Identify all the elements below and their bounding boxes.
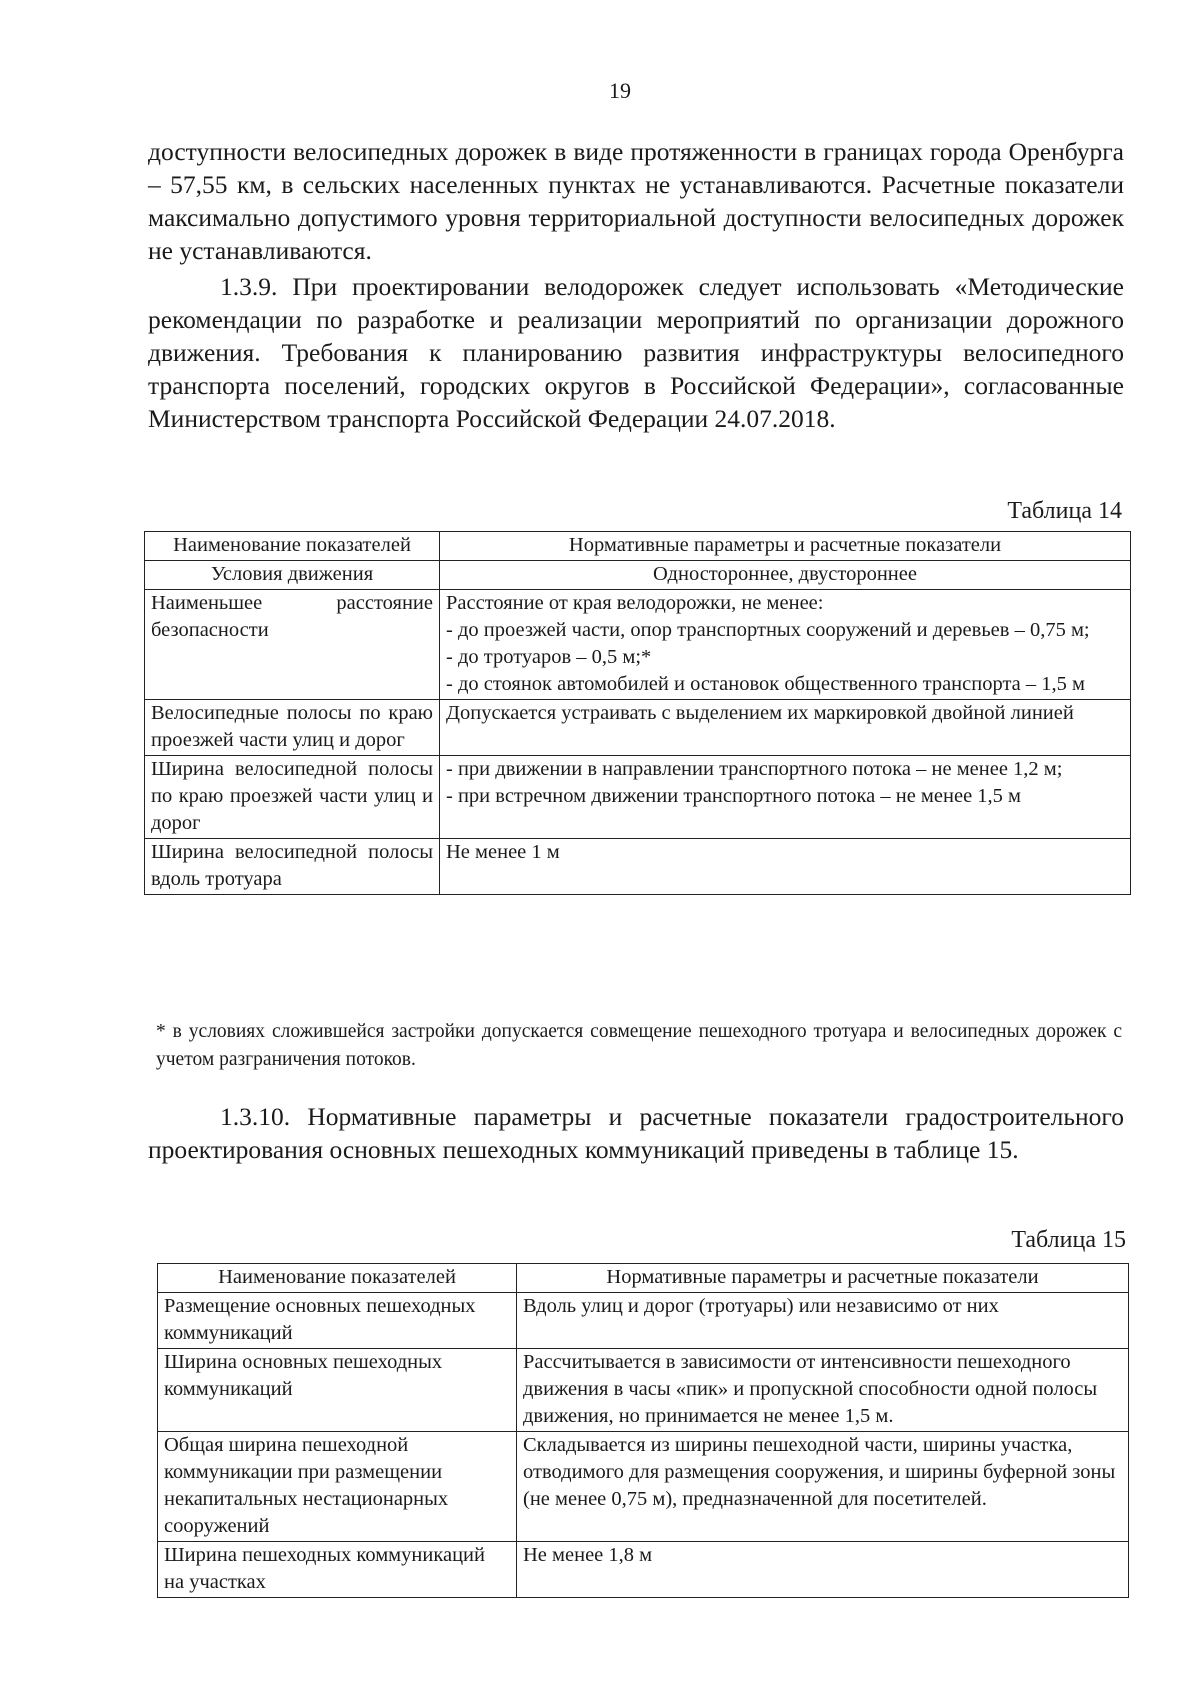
header-cell-values: Нормативные параметры и расчетные показатели (517, 1264, 1129, 1293)
row-value: - при движении в направлении транспортного потока – не менее 1,2 м; - при встречном движении транспортного потока – не менее 1,5 м (440, 756, 1131, 839)
row-value: Рассчитывается в зависимости от интенсивности пешеходного движения в часы «пик» и пропускной способности одной полосы движения, но принимается не менее 1,5 м. (517, 1349, 1129, 1432)
table-15 (157, 1263, 1129, 1598)
row-label: Общая ширина пешеходной коммуникации при размещении некапитальных нестационарных сооружений (158, 1432, 517, 1542)
table-header-row (158, 1264, 1129, 1293)
table-header-row (145, 532, 1131, 561)
table-row (158, 1542, 1129, 1598)
table-14 (144, 531, 1131, 895)
row-value: Вдоль улиц и дорог (тротуары) или независимо от них (517, 1293, 1129, 1349)
row-value: Не менее 1 м (440, 839, 1131, 895)
table-row (158, 1293, 1129, 1349)
table-row (145, 756, 1131, 839)
header-cell-indicator: Наименование показателей (158, 1264, 517, 1293)
row-label: Условия движения (145, 561, 440, 590)
table-15-caption: Таблица 15 (1011, 1227, 1126, 1253)
row-value: Одностороннее, двустороннее (440, 561, 1131, 590)
header-cell-indicator: Наименование показателей (145, 532, 440, 561)
table-row (158, 1432, 1129, 1542)
row-value: Расстояние от края велодорожки, не менее: - до проезжей части, опор транспортных сооружений и деревьев – 0,75 м; - до тротуаров – 0,5 м;* - до стоянок автомобилей и остановок общественного транспорта – 1,5 м (440, 590, 1131, 700)
row-label: Ширина основных пешеходных коммуникаций (158, 1349, 517, 1432)
row-label: Наименьшее расстояние безопасности (145, 590, 440, 700)
table-14-footnote: * в условиях сложившейся застройки допускается совмещение пешеходного тротуара и велосипедных дорожек с учетом разграничения потоков. (156, 1021, 1122, 1070)
table-row (145, 561, 1131, 590)
table-row (145, 700, 1131, 756)
row-value: Складывается из ширины пешеходной части, ширины участка, отводимого для размещения сооружения, и ширины буферной зоны (не менее 0,75 м), предназначенной для посетителей. (517, 1432, 1129, 1542)
row-label: Велосипедные полосы по краю проезжей части улиц и дорог (145, 700, 440, 756)
table-row (145, 839, 1131, 895)
row-value: Допускается устраивать с выделением их маркировкой двойной линией (440, 700, 1131, 756)
page-number: 19 (609, 78, 631, 103)
table-row (158, 1349, 1129, 1432)
paragraph-1-3-9: 1.3.9. При проектировании велодорожек следует использовать «Методические рекомендации по разработке и реализации мероприятий по организации дорожного движения. Требования к планированию развития инфраструктуры велосипедного транспорта поселений, городских округов в Российской Федерации», согласованные Министерством транспорта Российской Федерации 24.07.2018. (148, 272, 1124, 433)
table-14-caption: Таблица 14 (1007, 498, 1122, 524)
table-row (145, 590, 1131, 700)
row-label: Ширина пешеходных коммуникаций на участках (158, 1542, 517, 1598)
row-label: Ширина велосипедной полосы вдоль тротуара (145, 839, 440, 895)
row-label: Размещение основных пешеходных коммуникаций (158, 1293, 517, 1349)
row-value: Не менее 1,8 м (517, 1542, 1129, 1598)
header-cell-values: Нормативные параметры и расчетные показатели (440, 532, 1131, 561)
paragraph-1-3-10: 1.3.10. Нормативные параметры и расчетные показатели градостроительного проектирования основных пешеходных коммуникаций приведены в таблице 15. (148, 1102, 1124, 1164)
paragraph-continuation: доступности велосипедных дорожек в виде протяженности в границах города Оренбурга – 57,55 км, в сельских населенных пунктах не устанавливаются. Расчетные показатели максимально допустимого уровня территориальной доступности велосипедных дорожек не устанавливаются. (148, 137, 1124, 265)
row-label: Ширина велосипедной полосы по краю проезжей части улиц и дорог (145, 756, 440, 839)
